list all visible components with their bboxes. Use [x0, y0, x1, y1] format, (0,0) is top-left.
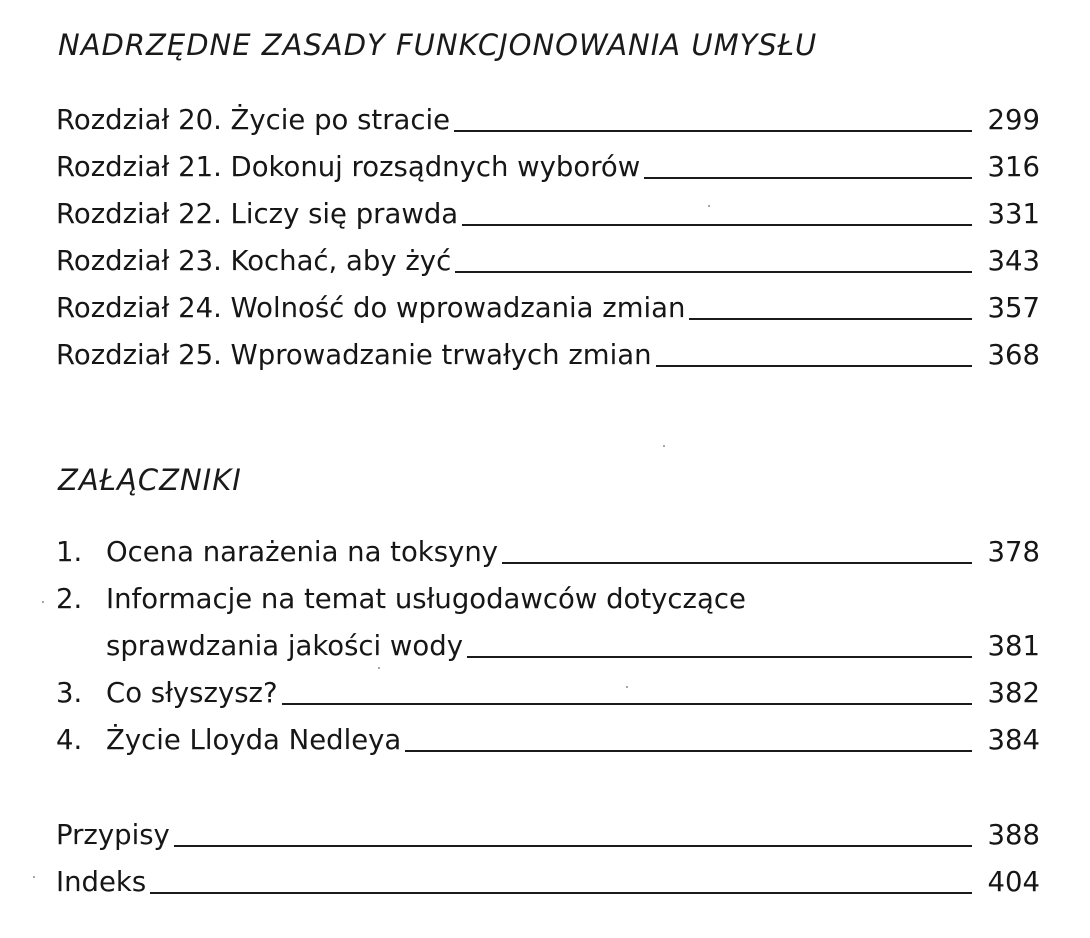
dot-leader-line: [174, 845, 972, 847]
dot-leader-line: [455, 271, 972, 273]
toc-entry-title: Rozdział 24. Wolność do wprowadzania zmian: [56, 292, 686, 324]
scan-speck: [33, 876, 35, 878]
scan-speck: [378, 667, 380, 669]
dot-leader-line: [644, 177, 972, 179]
appendix-number: 2.: [56, 583, 83, 615]
toc-entry-chapter-20[interactable]: [56, 102, 1040, 138]
scan-speck: [42, 601, 44, 603]
toc-entry-page: 378: [987, 536, 1040, 568]
toc-entry-page: 299: [987, 104, 1040, 136]
toc-entry-appendix-1[interactable]: [56, 534, 1040, 570]
dot-leader-line: [462, 224, 972, 226]
toc-entry-title: Rozdział 20. Życie po stracie: [56, 104, 451, 136]
toc-entry-page: 316: [987, 151, 1040, 183]
toc-entry-page: 343: [987, 245, 1040, 277]
toc-entry-title: Informacje na temat usługodawców dotyczące: [106, 583, 746, 615]
toc-entry-chapter-21[interactable]: [56, 149, 1040, 185]
toc-entry-title: Rozdział 21. Dokonuj rozsądnych wyborów: [56, 151, 641, 183]
toc-entry-title-continuation: sprawdzania jakości wody: [106, 630, 463, 662]
toc-entry-page: 404: [987, 866, 1040, 898]
dot-leader-line: [656, 365, 973, 367]
toc-entry-page: 368: [987, 339, 1040, 371]
dot-leader-line: [282, 703, 972, 705]
appendix-number: 1.: [56, 536, 83, 568]
section-heading-appendices: ZAŁĄCZNIKI: [58, 463, 242, 497]
scan-speck: [626, 686, 628, 688]
toc-entry-title: Rozdział 23. Kochać, aby żyć: [56, 245, 452, 277]
toc-entry-chapter-24[interactable]: [56, 290, 1040, 326]
toc-entry-footnotes[interactable]: [56, 817, 1040, 853]
toc-entry-chapter-25[interactable]: [56, 337, 1040, 373]
dot-leader-line: [454, 130, 972, 132]
toc-entry-page: 331: [987, 198, 1040, 230]
toc-entry-appendix-2-continuation[interactable]: [106, 628, 1040, 664]
dot-leader-line: [405, 750, 972, 752]
toc-entry-page: 382: [987, 677, 1040, 709]
toc-entry-appendix-2[interactable]: [56, 581, 1040, 617]
toc-entry-appendix-3[interactable]: [56, 675, 1040, 711]
section-heading-principles: NADRZĘDNE ZASADY FUNKCJONOWANIA UMYSŁU: [58, 28, 818, 62]
toc-entry-page: 388: [987, 819, 1040, 851]
toc-entry-title: Ocena narażenia na toksyny: [106, 536, 499, 568]
scan-speck: [708, 205, 710, 207]
toc-entry-title: Rozdział 22. Liczy się prawda: [56, 198, 459, 230]
toc-entry-index[interactable]: [56, 864, 1040, 900]
toc-entry-chapter-23[interactable]: [56, 243, 1040, 279]
toc-entry-title: Indeks: [56, 866, 147, 898]
scan-speck: [663, 445, 665, 447]
dot-leader-line: [689, 318, 972, 320]
appendix-number: 4.: [56, 724, 83, 756]
toc-entry-page: 384: [987, 724, 1040, 756]
appendix-number: 3.: [56, 677, 83, 709]
toc-entry-appendix-4[interactable]: [56, 722, 1040, 758]
dot-leader-line: [150, 892, 972, 894]
toc-entry-title: Rozdział 25. Wprowadzanie trwałych zmian: [56, 339, 652, 371]
toc-entry-page: 357: [987, 292, 1040, 324]
toc-entry-page: 381: [987, 630, 1040, 662]
toc-entry-title: Przypisy: [56, 819, 170, 851]
toc-entry-title: Co słyszysz?: [106, 677, 278, 709]
toc-entry-title: Życie Lloyda Nedleya: [106, 724, 402, 756]
dot-leader-line: [467, 656, 972, 658]
toc-entry-chapter-22[interactable]: [56, 196, 1040, 232]
dot-leader-line: [502, 562, 972, 564]
